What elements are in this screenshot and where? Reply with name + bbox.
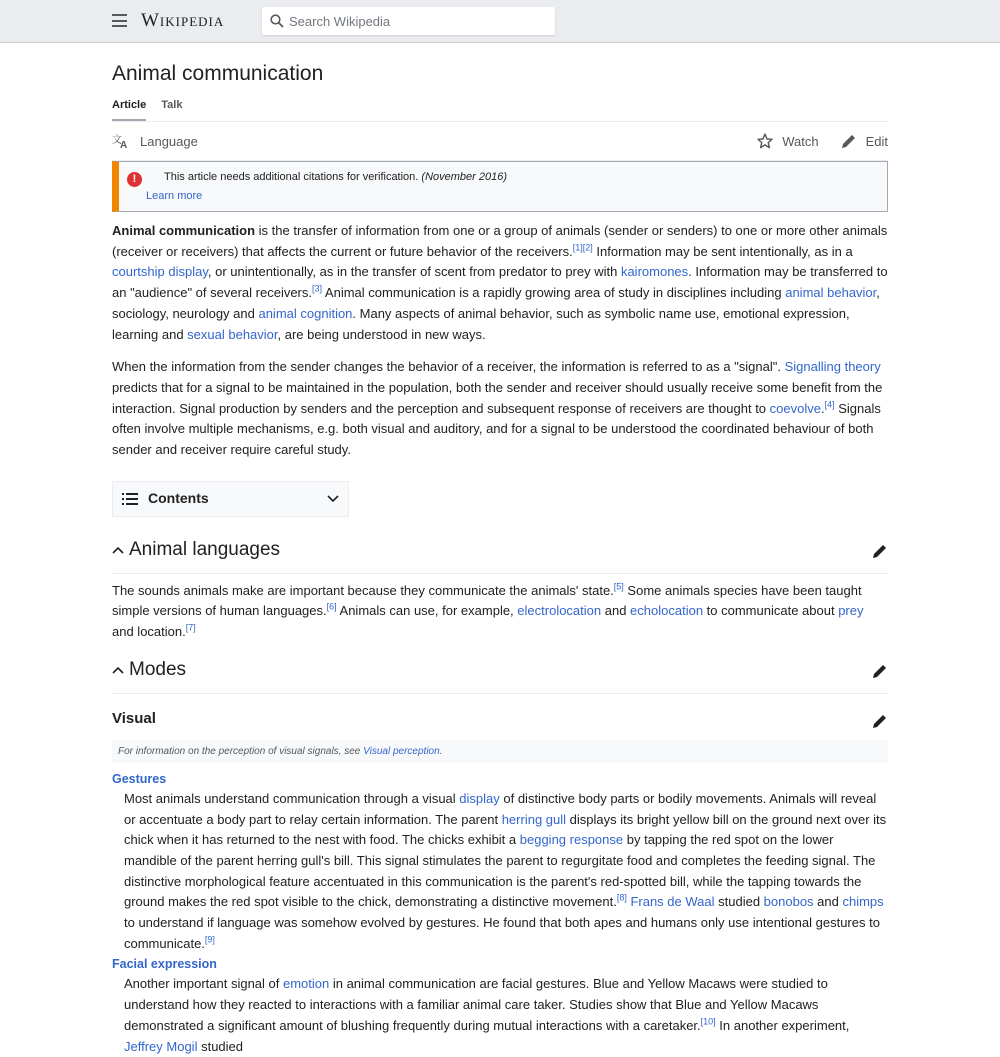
bold-term: Animal communication bbox=[112, 223, 256, 238]
contents-label: Contents bbox=[148, 489, 209, 506]
intro-paragraph-1: Animal communication is the transfer of information from one or a group of animals (sender or senders) to one or more other animals (receiver or receivers) that affects the current or future behavior of the receivers.[1][2] Information may be sent intentionally, as in a courtship display, or unintentionally, as in the transfer of scent from predator to prey with kairomones. Information may be transferred to an "audience" of several receivers.[3] Animal communication is a rapidly growing area of study in disciplines including animal behavior, sociology, neurology and animal cognition. Many aspects of animal behavior, such as symbolic name use, emotional expression, learning and sexual behavior, are being understood in new ways. bbox=[112, 223, 888, 342]
intro-paragraph-2: When the information from the sender changes the behavior of a receiver, the information is referred to as a "signal". Signalling theory predicts that for a signal to be maintained in the population, both the sender and receiver should usually receive some benefit from the interaction. Signal production by senders and the perception and subsequent response of receivers are thought to coevolve.[4] Signals often involve multiple mechanisms, e.g. both visual and auditory, and for a signal to be understood the coordinated behaviour of both sender and receiver require careful study. bbox=[112, 359, 883, 458]
svg-text:A: A bbox=[120, 140, 128, 149]
link-sexual-behavior[interactable]: sexual behavior bbox=[187, 326, 278, 342]
link-frans-de-waal[interactable]: Frans de Waal bbox=[630, 894, 715, 910]
wikipedia-logo[interactable] bbox=[141, 10, 224, 32]
facial-expression-paragraph: Another important signal of emotion in animal communication are facial gestures. Blue and Yellow Macaws were studied to understand how they reacted to interactions with a familiar animal care taker. Studies show that Blue and Yellow Macaws demonstrated a significant amount of blushing frequently during mutual interactions with a caretaker.[10] In another experiment, Jeffrey Mogil studied bbox=[124, 976, 850, 1054]
language-button[interactable] bbox=[112, 133, 198, 149]
tab-article[interactable]: Article bbox=[112, 97, 146, 121]
section-heading-animal-languages bbox=[112, 531, 888, 574]
search-input[interactable] bbox=[289, 7, 549, 35]
watch-label: Watch bbox=[782, 133, 819, 149]
watch-button[interactable] bbox=[757, 133, 818, 149]
top-bar bbox=[0, 0, 1000, 43]
subsection-title: Visual bbox=[112, 709, 156, 727]
link-animal-behavior[interactable]: animal behavior bbox=[785, 285, 877, 301]
citation-4[interactable]: [4] bbox=[824, 399, 835, 410]
edit-button[interactable] bbox=[841, 133, 888, 149]
svg-text:文: 文 bbox=[112, 135, 122, 146]
citation-5[interactable]: [5] bbox=[613, 581, 624, 592]
languages-paragraph: The sounds animals make are important because they communicate the animals' state.[5] Some animals species have been taught simple versions of human languages.[6] Animals can use, for example, electrolocation and echolocation to communicate about prey and location.[7] bbox=[112, 581, 864, 640]
citation-9[interactable]: [9] bbox=[204, 934, 215, 945]
page-actions bbox=[112, 122, 888, 161]
gestures-paragraph: Most animals understand communication through a visual display of distinctive body parts or bodily movements. Animals will reveal or accentuate a body part to relay certain information. The parent herring gull displays its bright yellow bill on the ground next over its chick when it has returned to the nest with food. The chicks exhibit a begging response by tapping the red spot on the lower mandible of the parent herring gull's bill. This signal stimulates the parent to regurgitate food and completes the feeding signal. The distinctive morphological feature accentuated in this communication is the parent's red-spotted bill, while the tapping towards the ground makes the red spot visible to the chick, demonstrating a distinctive movement.[8] Frans de Waal studied bonobos and chimps to understand if language was somehow evolved by gestures. He found that both apes and humans only use intentional gestures to communicate.[9] bbox=[124, 790, 887, 951]
learn-more-link[interactable]: Learn more bbox=[146, 190, 203, 202]
collapse-icon[interactable] bbox=[112, 546, 124, 554]
link-kairomones[interactable]: kairomones bbox=[620, 264, 689, 280]
section-title: Animal languages bbox=[129, 538, 281, 560]
link-prey[interactable]: prey bbox=[838, 603, 864, 619]
citation-8[interactable]: [8] bbox=[616, 893, 627, 904]
contents-toggle[interactable] bbox=[112, 481, 349, 517]
link-animal-cognition[interactable]: animal cognition bbox=[258, 305, 353, 321]
term-facial-expression[interactable]: Facial expression bbox=[112, 957, 217, 972]
collapse-icon[interactable] bbox=[112, 666, 124, 674]
link-emotion[interactable]: emotion bbox=[282, 976, 330, 992]
notice-message: This article needs additional citations for verification. bbox=[164, 171, 419, 183]
citation-2[interactable]: [2] bbox=[582, 242, 593, 253]
main-menu-icon[interactable] bbox=[112, 14, 127, 27]
main-content bbox=[112, 42, 888, 1057]
link-chimps[interactable]: chimps bbox=[842, 894, 884, 910]
term-gestures[interactable]: Gestures bbox=[112, 771, 167, 786]
pencil-icon bbox=[841, 133, 857, 149]
citation-3[interactable]: [3] bbox=[312, 283, 323, 294]
section-title: Modes bbox=[129, 658, 187, 680]
link-visual-perception[interactable]: Visual perception bbox=[363, 745, 440, 757]
citation-10[interactable]: [10] bbox=[700, 1016, 716, 1027]
logo-text: Wikipedia bbox=[141, 10, 225, 31]
link-begging-response[interactable]: begging response bbox=[519, 832, 624, 848]
page-title: Animal communication bbox=[112, 62, 324, 85]
citation-6[interactable]: [6] bbox=[326, 602, 337, 613]
link-coevolve[interactable]: coevolve bbox=[769, 400, 821, 416]
link-jeffrey-mogil[interactable]: Jeffrey Mogil bbox=[124, 1038, 198, 1054]
link-herring-gull[interactable]: herring gull bbox=[501, 811, 567, 827]
link-signalling-theory[interactable]: Signalling theory bbox=[784, 359, 881, 375]
citation-1[interactable]: [1] bbox=[572, 242, 583, 253]
citation-notice bbox=[112, 161, 888, 212]
chevron-down-icon bbox=[327, 495, 339, 503]
notice-date: (November 2016) bbox=[421, 171, 508, 183]
hatnote: For information on the perception of visual signals, see Visual perception. bbox=[112, 740, 888, 763]
section-heading-modes bbox=[112, 651, 888, 694]
star-icon bbox=[757, 133, 773, 149]
link-echolocation[interactable]: echolocation bbox=[630, 603, 704, 619]
page-tabs bbox=[112, 97, 888, 122]
list-icon bbox=[122, 492, 138, 506]
warning-icon: ! bbox=[127, 172, 142, 187]
link-display[interactable]: display bbox=[459, 790, 500, 806]
subsection-heading-visual bbox=[112, 694, 888, 734]
link-courtship-display[interactable]: courtship display bbox=[112, 264, 208, 280]
tab-talk[interactable]: Talk bbox=[161, 99, 183, 111]
citation-7[interactable]: [7] bbox=[185, 622, 196, 633]
link-bonobos[interactable]: bonobos bbox=[763, 894, 814, 910]
search-icon bbox=[270, 14, 284, 28]
edit-section-icon[interactable] bbox=[872, 663, 888, 679]
edit-section-icon[interactable] bbox=[872, 713, 888, 729]
link-electrolocation[interactable]: electrolocation bbox=[517, 603, 602, 619]
edit-section-icon[interactable] bbox=[872, 543, 888, 559]
language-label: Language bbox=[140, 133, 198, 149]
search-box[interactable] bbox=[262, 7, 555, 35]
language-icon bbox=[112, 133, 130, 149]
edit-label: Edit bbox=[865, 133, 888, 149]
